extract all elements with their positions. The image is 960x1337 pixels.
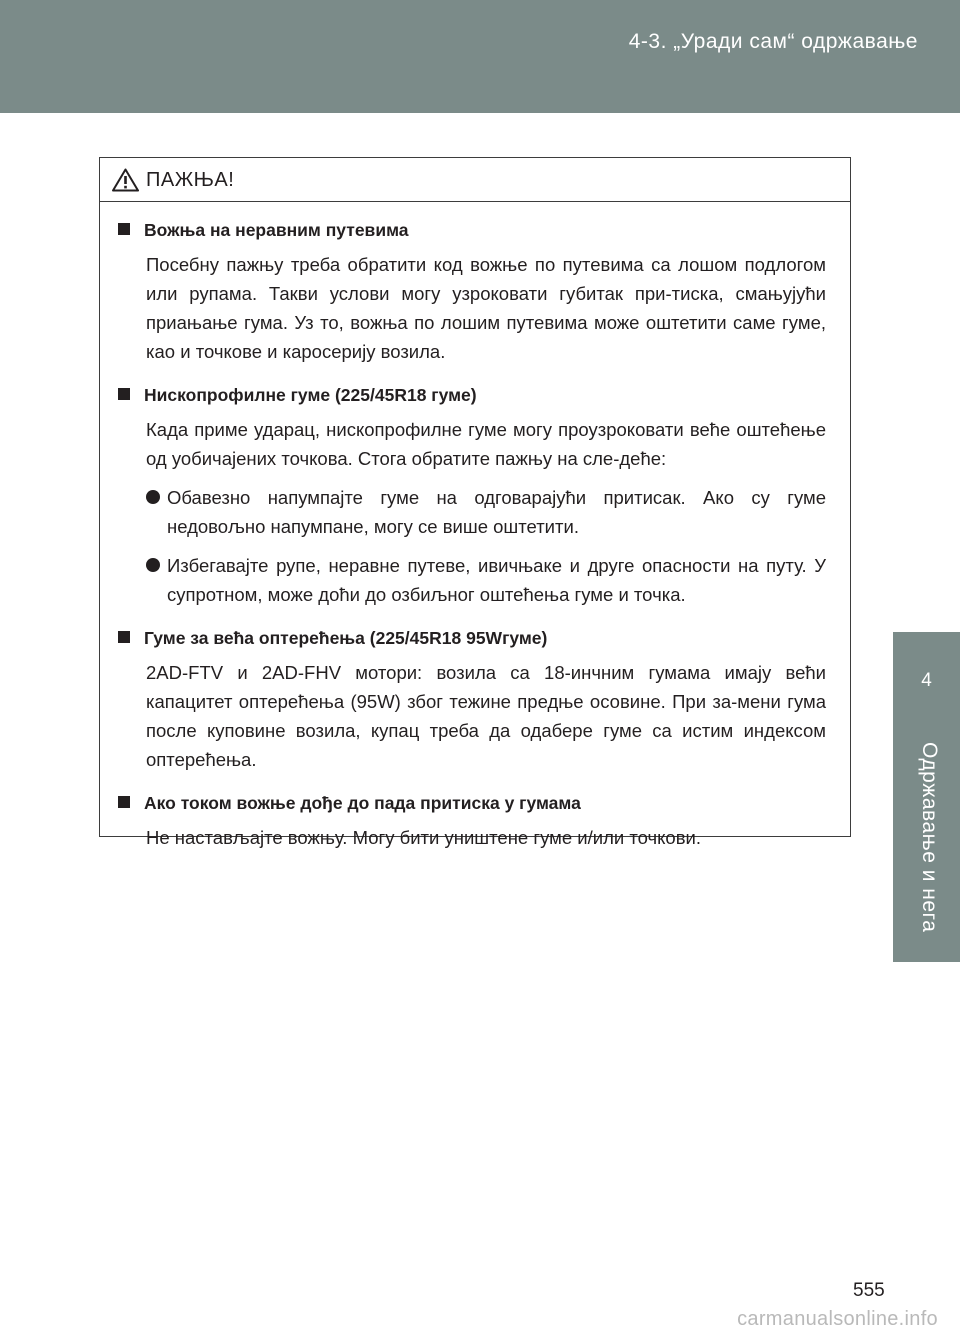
round-bullet-icon: [146, 490, 160, 504]
square-bullet-icon: [118, 631, 130, 643]
square-bullet-icon: [118, 796, 130, 808]
square-bullet-icon: [118, 223, 130, 235]
caution-header: [100, 158, 850, 202]
section-rough-roads: [118, 218, 826, 366]
section-text: Не настављајте вожњу. Могу бити уништене гуме и/или точкови.: [146, 827, 702, 848]
list-item-text: Избегавајте рупе, неравне путеве, ивичњаке и друге опасности на путу. У супротном, може доћи до озбиљног оштећења гуме и точка.: [167, 555, 826, 605]
caution-box: [99, 157, 851, 848]
section-text: Посебну пажњу треба обратити код вожње по путевима са лошом подлогом или рупама. Такви услови могу узроковати губитак при-тиска, смањујући приањање гума. Уз то, вожња по лошим путевима може оштетити саме гуме, као и точкове и каросерију возила.: [146, 254, 826, 362]
warning-triangle-icon: [112, 168, 139, 192]
section-low-profile-tires: [118, 383, 826, 609]
section-heading: [118, 791, 826, 815]
caution-title: ПАЖЊА!: [146, 169, 235, 191]
list-item-text: Обавезно напумпајте гуме на одговарајући притисак. Ако су гуме недовољно напумпане, могу се више оштетити.: [167, 487, 826, 537]
chapter-tab: [893, 632, 960, 962]
caution-body: [100, 202, 850, 852]
section-text: Када приме ударац, нископрофилне гуме могу проузроковати веће оштећење од уобичајених точкова. Стога обратите пажњу на сле-деће:: [146, 419, 826, 469]
page-number: 555: [853, 1280, 885, 1301]
section-pressure-drop: [118, 791, 826, 852]
list-item: [146, 551, 826, 609]
section-heavy-load-tires: [118, 626, 826, 774]
chapter-label: Одржавање и нега: [918, 742, 941, 933]
section-title: 4-3. „Уради сам“ одржавање: [628, 30, 918, 53]
section-heading-text: Нископрофилне гуме (225/45R18 гуме): [144, 385, 477, 405]
header-band: [0, 0, 960, 113]
section-heading-text: Вожња на неравним путевима: [144, 220, 409, 240]
section-heading: [118, 626, 826, 650]
section-heading: [118, 218, 826, 242]
section-heading-text: Гуме за већа оптерећења (225/45R18 95Wгуме): [144, 628, 548, 648]
list-item: [146, 483, 826, 541]
section-heading-text: Ако током вожње дође до пада притиска у гумама: [144, 793, 581, 813]
section-heading: [118, 383, 826, 407]
chapter-number: 4: [921, 670, 932, 691]
square-bullet-icon: [118, 388, 130, 400]
section-text: 2AD-FTV и 2AD-FHV мотори: возила са 18-инчним гумама имају већи капацитет оптерећења (95W) због тежине предње осовине. При за-мени гума после куповине возила, купац треба да одабере гуме са истим индексом оптерећења.: [146, 662, 826, 770]
watermark: carmanualsonline.info: [737, 1308, 938, 1330]
round-bullet-icon: [146, 558, 160, 572]
